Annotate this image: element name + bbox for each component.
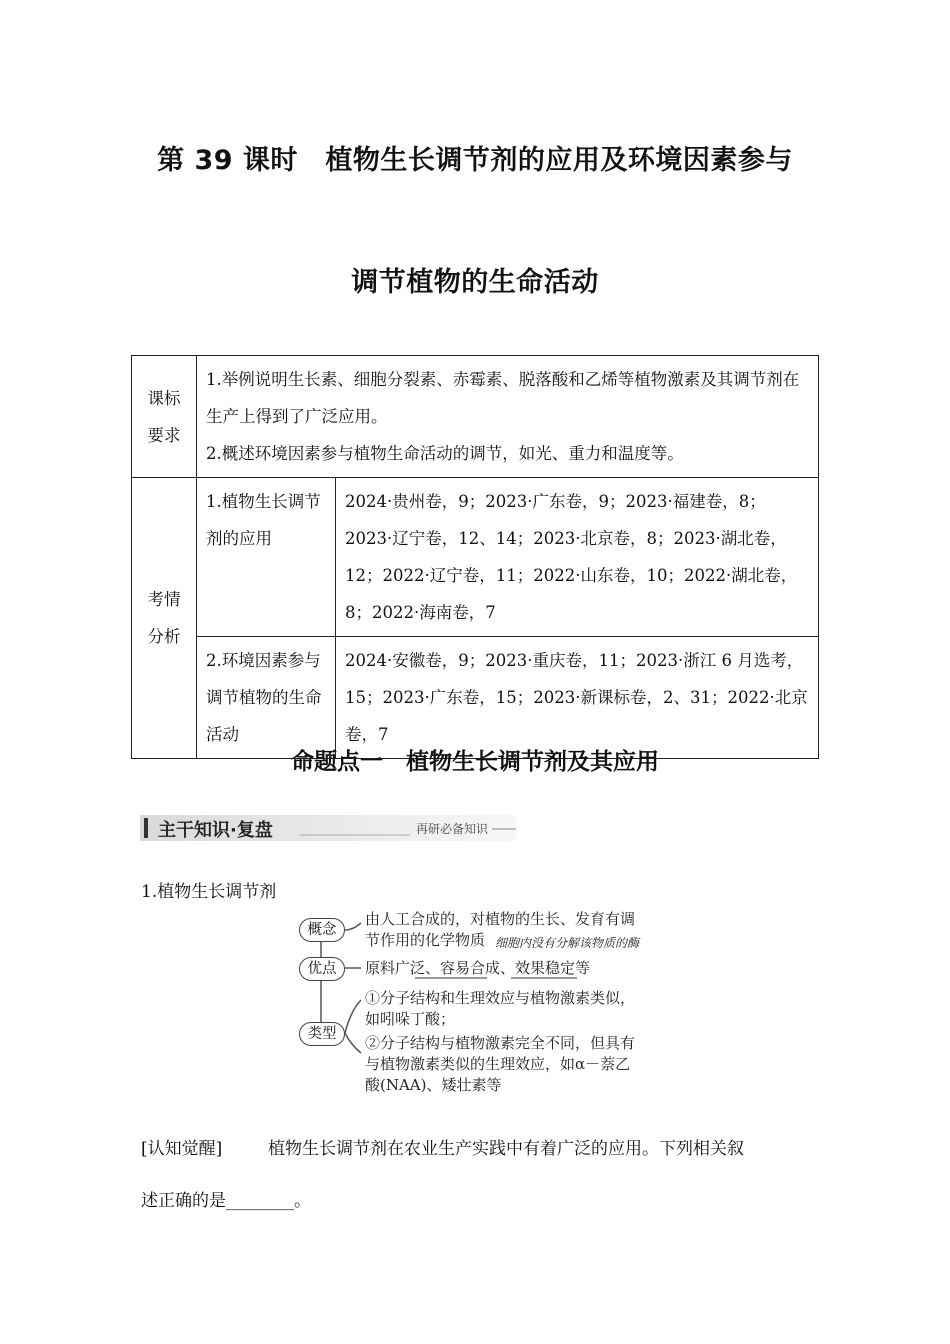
cognition-text-2: 述正确的是________。	[141, 1191, 311, 1211]
exams-2: 2024·安徽卷，9；2023·重庆卷，11；2023·浙江 6 月选考，15；2023·广东卷，15；2023·新课标卷，2、31；2022·北京卷，7	[336, 637, 819, 759]
req-text-2: 2.概述环境因素参与植物生命活动的调节，如光、重力和温度等。	[206, 444, 684, 463]
req-label: 课标要求	[132, 356, 197, 478]
type-2a: ②分子结构与植物激素完全不同，但具有	[365, 1034, 636, 1052]
cognition-label: [认知觉醒]	[141, 1139, 223, 1159]
node-type: 类型	[299, 1022, 345, 1046]
advantage-d: 效果稳定	[515, 959, 576, 977]
concept-note: 细胞内没有分解该物质的酶	[495, 936, 640, 950]
topic-2: 2.环境因素参与调节植物的生命活动	[197, 637, 336, 759]
type-2c: 酸(NAA)、矮壮素等	[365, 1076, 502, 1094]
type-1a: ①分子结构和生理效应与植物激素类似，	[365, 989, 636, 1007]
topic-1: 1.植物生长调节剂的应用	[197, 478, 336, 637]
knowledge-banner	[140, 815, 516, 841]
req-text-1: 1.举例说明生长素、细胞分裂素、赤霉素、脱落酸和乙烯等植物激素及其调节剂在生产上得到了广泛应用。	[206, 370, 800, 426]
advantage-c: 、	[500, 959, 516, 977]
type-1b: 如吲哚丁酸；	[365, 1010, 456, 1028]
advantage-text	[365, 958, 590, 979]
concept-text-2: 节作用的化学物质	[365, 931, 486, 949]
exams-1: 2024·贵州卷，9；2023·广东卷，9；2023·福建卷，8；2023·辽宁卷，12、14；2023·北京卷，8；2023·湖北卷，12；2022·辽宁卷，11；2022·山东卷，10；2022·湖北卷，8；2022·海南卷，7	[336, 478, 819, 637]
cognition-text-1: 植物生长调节剂在农业生产实践中有着广泛的应用。下列相关叙	[268, 1139, 744, 1159]
advantage-e: 等	[575, 959, 591, 977]
analysis-label: 考情分析	[132, 478, 197, 759]
banner-main: 主干知识·复盘	[158, 820, 273, 841]
section-title: 命题点一 植物生长调节剂及其应用	[291, 749, 659, 775]
node-concept: 概念	[299, 918, 345, 942]
item-1-heading: 1.植物生长调节剂	[141, 882, 277, 902]
regulator-diagram	[295, 905, 675, 1100]
req-content	[197, 356, 819, 478]
node-advantage: 优点	[299, 957, 345, 981]
banner-sub: 再研必备知识	[416, 822, 489, 836]
advantage-b: 容易合成	[440, 959, 501, 977]
curriculum-table	[131, 355, 819, 759]
type-2b: 与植物激素类似的生理效应，如α－萘乙	[365, 1055, 631, 1073]
concept-text-1: 由人工合成的，对植物的生长、发育有调	[365, 910, 636, 928]
page-title-line-1: 第 39 课时 植物生长调节剂的应用及环境因素参与	[157, 145, 793, 176]
page-title-line-2: 调节植物的生命活动	[351, 267, 599, 298]
advantage-a: 原料广泛、	[365, 959, 441, 977]
